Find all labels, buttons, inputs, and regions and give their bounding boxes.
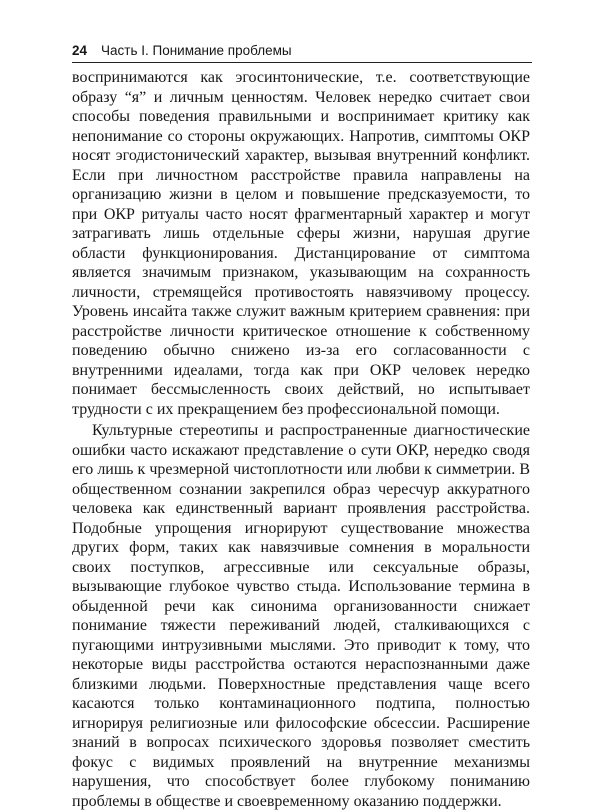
page-number: 24 — [72, 43, 88, 58]
running-title: Часть I. Понимание проблемы — [101, 43, 292, 58]
paragraph-continued: воспринимаются как эгосинтонические, т.е. соответствующие образу “я” и личным ценностям. Человек нередко считает свои способы поведения правильными и воспринимает критику как непонимание со стороны окружающих. Напротив, симптомы ОКР носят эгодистонический характер, вызывая внутренний конфликт. Если при личностном расстройстве правила направлены на организацию жизни в целом и повышение предсказуемости, то при ОКР ритуалы часто носят фрагментарный характер и могут затрагивать лишь отдельные сферы жизни, нарушая другие области функционирования. Дистанцирование от симптома является значимым признаком, указывающим на сохранность личности, стремящейся противостоять навязчивому процессу. Уровень инсайта также служит важным критерием сравнения: при расстройстве личности критическое отношение к собственному поведению обычно снижено из-за его согласованности с внутренними идеалами, тогда как при ОКР человек нередко понимает бессмысленность своих действий, но испытывает трудности с их прекращением без профессиональной помощи. — [72, 69, 530, 418]
page-header — [72, 38, 522, 58]
header-divider — [72, 62, 532, 63]
body-text — [72, 68, 530, 811]
paragraph-stereotypes: Культурные стереотипы и распространенные диагностические ошибки часто искажают представление о сути ОКР, нередко сводя его лишь к чрезмерной чистоплотности или любви к симметрии. В общественном сознании закрепился образ чересчур аккуратного человека как единственный вариант проявления расстройства. Подобные упрощения игнорируют существование множества других форм, таких как навязчивые сомнения в моральности своих поступков, агрессивные или сексуальные образы, вызывающие глубокое чувство стыда. Использование термина в обыденной речи как синонима организованности снижает понимание тяжести переживаний людей, сталкивающихся с пугающими интрузивными мыслями. Это приводит к тому, что некоторые виды расстройства остаются нераспознанными даже близкими людьми. Поверхностные представления чаще всего касаются только контаминационного подтипа, полностью игнорируя религиозные или философские обсессии. Расширение знаний в вопросах психического здоровья позволяет сместить фокус с видимых проявлений на внутренние механизмы нарушения, что способствует более глубокому пониманию проблемы в обществе и своевременному оказанию поддержки. — [72, 422, 530, 810]
